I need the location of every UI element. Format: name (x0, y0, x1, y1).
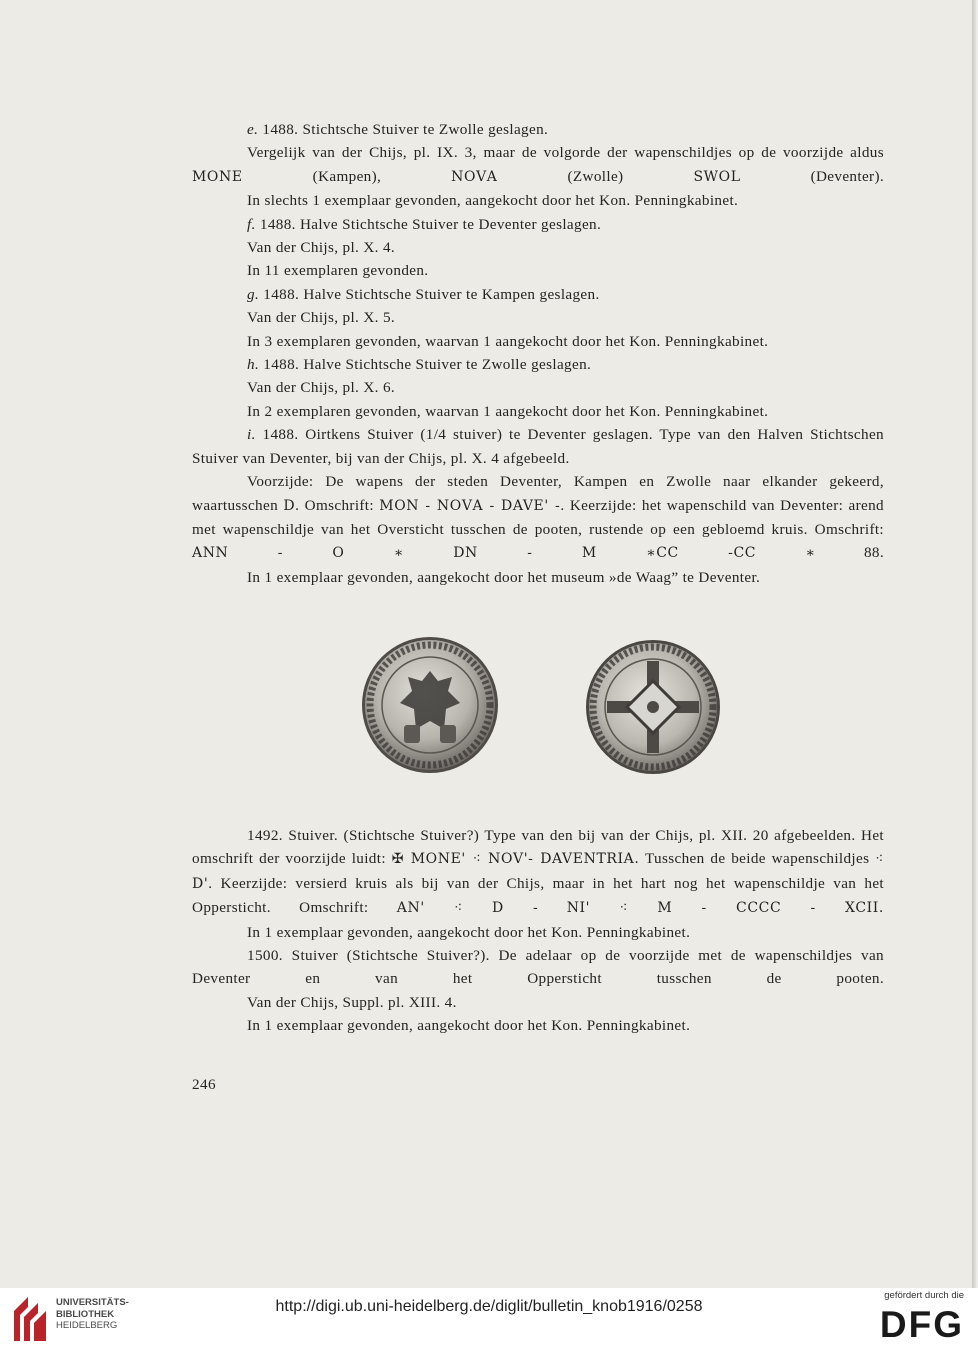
legend-1492-obverse: ✠ ΜΟΝΕ' ⁖ ΝΟV'- DAVENTRIA. (391, 851, 640, 868)
dfg-logo: DFG (879, 1304, 964, 1345)
legend-obverse: ΜΟΝ - ΝΟVΑ - DAVE' - (379, 497, 561, 514)
entry-e-find: In slechts 1 exemplaar gevonden, aangekocht door het Kon. Penningkabinet. (247, 192, 739, 210)
entry-i-title: i. 1488. Oirtkens Stuiver (1/4 stuiver) te Deventer geslagen. Type van den Halven Stichtschen Stuiver van Deventer, bij van der Chijs, pl. X. 4 afgebeeld. (192, 426, 885, 467)
text-block-top (192, 118, 884, 589)
coin-obverse-image (360, 633, 500, 777)
page-edge (972, 0, 978, 1288)
entry-f-find: In 11 exemplaren gevonden. (247, 262, 429, 280)
entry-g-find: In 3 exemplaren gevonden, waarvan 1 aangekocht door het Kon. Penningkabinet. (247, 332, 769, 350)
entry-h-find: In 2 exemplaren gevonden, waarvan 1 aangekocht door het Kon. Penningkabinet. (247, 402, 769, 420)
entry-e-description: Vergelijk van der Chijs, pl. IX. 3, maar de volgorde der wapenschildjes op de voorzijde aldus ΜΟΝΕ (Kampen), ΝΟVΑ (Zwolle) SWOL (Deventer). (192, 144, 884, 185)
entry-h-ref: Van der Chijs, pl. X. 6. (247, 379, 396, 397)
entry-f-ref: Van der Chijs, pl. X. 4. (247, 239, 396, 257)
library-name: UNIVERSITÄTS- BIBLIOTHEK HEIDELBERG (56, 1297, 129, 1331)
entry-1500-find: In 1 exemplaar gevonden, aangekocht door het Kon. Penningkabinet. (247, 1017, 691, 1035)
entry-1500-ref: Van der Chijs, Suppl. pl. XIII. 4. (247, 993, 457, 1011)
entry-1492-description: 1492. Stuiver. (Stichtsche Stuiver?) Type van den bij van der Chijs, pl. XII. 20 afgebeelden. Het omschrift der voorzijde luidt: ✠ ΜΟΝΕ' ⁖ ΝΟV'- DAVENTRIA. Tusschen de beide wapenschildjes ⁖ D'. Keerzijde: versierd kruis als bij van der Chijs, maar in het hart nog het wapenschildje van het Oppersticht. Omschrift: AN' ⁖ D - NI' ⁖ M - CCCC - XCII. (192, 827, 884, 917)
coin-photographs (0, 633, 972, 783)
entry-f-title: f. 1488. Halve Stichtsche Stuiver te Deventer geslagen. (247, 215, 602, 233)
legend-nova: ΝΟVΑ (451, 168, 498, 185)
entry-g-ref: Van der Chijs, pl. X. 5. (247, 309, 396, 327)
entry-g-title: g. 1488. Halve Stichtsche Stuiver te Kampen geslagen. (247, 285, 600, 303)
entry-i-find: In 1 exemplaar gevonden, aangekocht door het museum »de Waag” te Deventer. (247, 568, 761, 586)
entry-h-title: h. 1488. Halve Stichtsche Stuiver te Zwolle geslagen. (247, 356, 592, 374)
fraction: 1/4 (425, 426, 447, 444)
legend-reverse: ΑΝΝ - Ο ∗ DΝ - Μ ∗CC -CC ∗ (192, 545, 816, 562)
entry-1492-find: In 1 exemplaar gevonden, aangekocht door het Kon. Penningkabinet. (247, 923, 691, 941)
permalink-url[interactable]: http://digi.ub.uni-heidelberg.de/diglit/bulletin_knob1916/0258 (275, 1298, 703, 1315)
legend-swol: SWOL (693, 168, 741, 185)
legend-mone: ΜΟΝΕ (192, 168, 243, 185)
entry-i-description: Voorzijde: De wapens der steden Deventer, Kampen en Zwolle naar elkander gekeerd, waartusschen D. Omschrift: ΜΟΝ - ΝΟVΑ - DAVE' -. Keerzijde: het wapenschild van Deventer: arend met wapenschildje van het Oversticht tusschen de pooten, rustende op een gebloemd kruis. Omschrift: ΑΝΝ - Ο ∗ DΝ - Μ ∗CC -CC ∗ 88. (192, 473, 884, 562)
dfg-caption: gefördert durch die (884, 1290, 964, 1301)
entry-e-title: e. 1488. Stichtsche Stuiver te Zwolle geslagen. (247, 121, 549, 138)
coin-reverse-image (584, 637, 722, 777)
entry-1500-description: 1500. Stuiver (Stichtsche Stuiver?). De adelaar op de voorzijde met de wapenschildjes van Deventer en van het Oppersticht tusschen de pooten. (192, 947, 884, 988)
text-block-bottom (192, 824, 884, 1038)
page-number: 246 (192, 1076, 216, 1093)
